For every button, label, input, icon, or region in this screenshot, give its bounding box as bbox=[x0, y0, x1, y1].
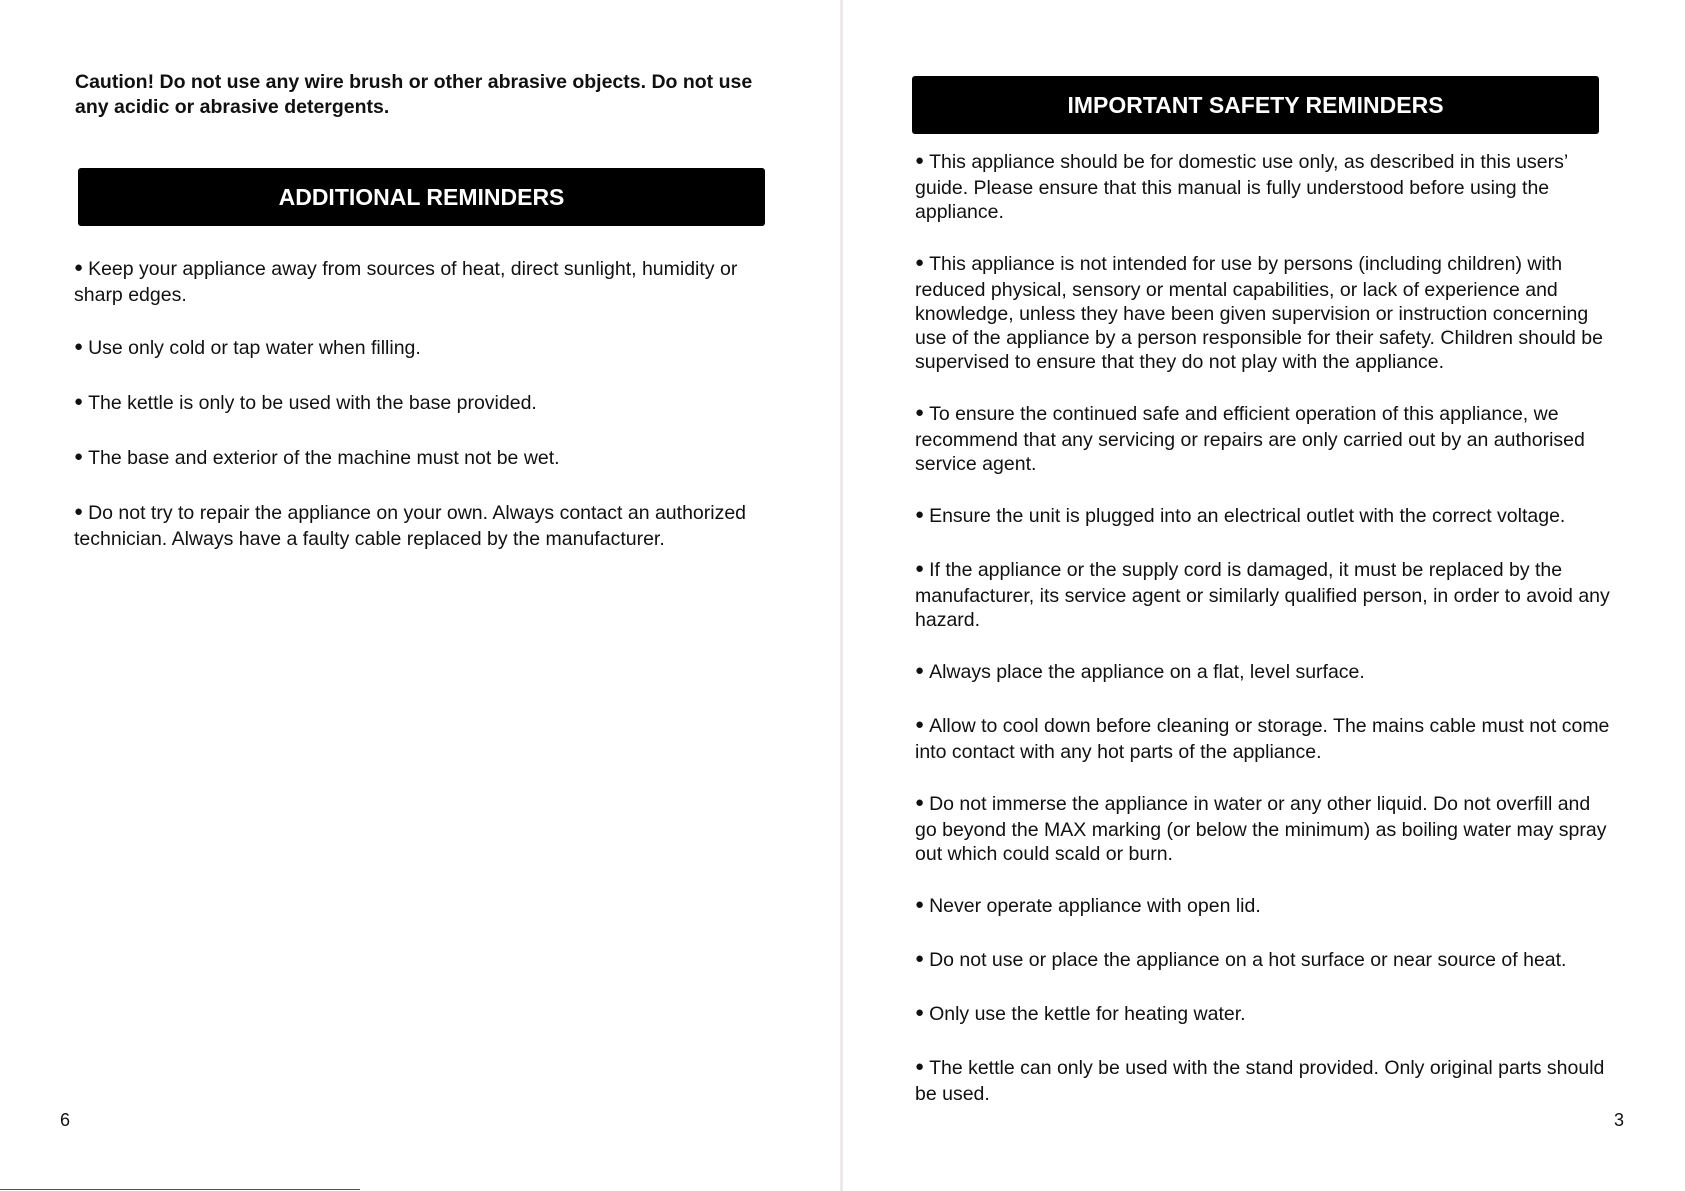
right-page bbox=[843, 0, 1685, 1191]
bullet-icon: ● bbox=[915, 716, 925, 733]
bullet-icon: ● bbox=[74, 259, 84, 276]
bullet-icon: ● bbox=[915, 506, 925, 523]
left-page bbox=[0, 0, 840, 1191]
list-item: ● Keep your appliance away from sources of heat, direct sunlight, humidity or sharp edges. bbox=[74, 258, 738, 306]
bullet-icon: ● bbox=[915, 404, 925, 421]
list-item: ● The kettle can only be used with the stand provided. Only original parts should be used. bbox=[915, 1057, 1605, 1105]
list-item: ● Never operate appliance with open lid. bbox=[915, 895, 1261, 917]
list-item: ● If the appliance or the supply cord is damaged, it must be replaced by the manufacturer, its service agent or similarly qualified person, in order to avoid any hazard. bbox=[915, 559, 1610, 631]
list-item: ● The kettle is only to be used with the base provided. bbox=[74, 392, 537, 414]
bullet-icon: ● bbox=[915, 560, 925, 577]
list-item: ● Always place the appliance on a flat, level surface. bbox=[915, 661, 1365, 683]
list-item: ● Allow to cool down before cleaning or storage. The mains cable must not come into contact with any hot parts of the appliance. bbox=[915, 715, 1610, 763]
footer-rule bbox=[0, 1189, 360, 1190]
bullet-icon: ● bbox=[915, 1058, 925, 1075]
bullet-icon: ● bbox=[74, 448, 84, 465]
list-item: ● Only use the kettle for heating water. bbox=[915, 1003, 1246, 1025]
safety-reminders-list bbox=[915, 150, 1615, 1134]
page-number-right: 3 bbox=[1614, 1110, 1625, 1130]
list-item: ● Do not try to repair the appliance on your own. Always contact an authorized technician. Always have a faulty cable replaced by the manufacturer. bbox=[74, 502, 747, 550]
list-item: ● The base and exterior of the machine must not be wet. bbox=[74, 447, 560, 469]
page-number-left: 6 bbox=[60, 1110, 71, 1130]
bullet-icon: ● bbox=[74, 503, 84, 520]
bullet-icon: ● bbox=[915, 1004, 925, 1021]
list-item: ● This appliance is not intended for use by persons (including children) with reduced physical, sensory or mental capabilities, or lack of experience and knowledge, unless they have been given supervision or instruction concerning use of the appliance by a person responsible for their safety. Children should be supervised to ensure that they do not play with the appliance. bbox=[915, 253, 1603, 373]
bullet-icon: ● bbox=[915, 950, 925, 967]
list-item: ● This appliance should be for domestic use only, as described in this users’ guide. Please ensure that this manual is fully understood before using the appliance. bbox=[915, 151, 1568, 223]
additional-reminders-list bbox=[74, 257, 774, 580]
bullet-icon: ● bbox=[915, 152, 925, 169]
list-item: ● Do not immerse the appliance in water or any other liquid. Do not overfill and go beyond the MAX marking (or below the minimum) as boiling water may spray out which could scald or burn. bbox=[915, 793, 1607, 865]
list-item: ● Ensure the unit is plugged into an electrical outlet with the correct voltage. bbox=[915, 505, 1566, 527]
list-item: ● Do not use or place the appliance on a hot surface or near source of heat. bbox=[915, 949, 1567, 971]
list-item: ● Use only cold or tap water when filling. bbox=[74, 337, 421, 359]
list-item: ● To ensure the continued safe and efficient operation of this appliance, we recommend that any servicing or repairs are only carried out by an authorised service agent. bbox=[915, 403, 1585, 475]
bullet-icon: ● bbox=[74, 393, 84, 410]
bullet-icon: ● bbox=[915, 662, 925, 679]
additional-reminders-heading: ADDITIONAL REMINDERS bbox=[78, 168, 765, 226]
bullet-icon: ● bbox=[74, 338, 84, 355]
bullet-icon: ● bbox=[915, 794, 925, 811]
important-safety-reminders-heading: IMPORTANT SAFETY REMINDERS bbox=[912, 76, 1599, 134]
bullet-icon: ● bbox=[915, 254, 925, 271]
bullet-icon: ● bbox=[915, 896, 925, 913]
caution-text: Caution! Do not use any wire brush or other abrasive objects. Do not use any acidic or abrasive detergents. bbox=[75, 71, 753, 118]
